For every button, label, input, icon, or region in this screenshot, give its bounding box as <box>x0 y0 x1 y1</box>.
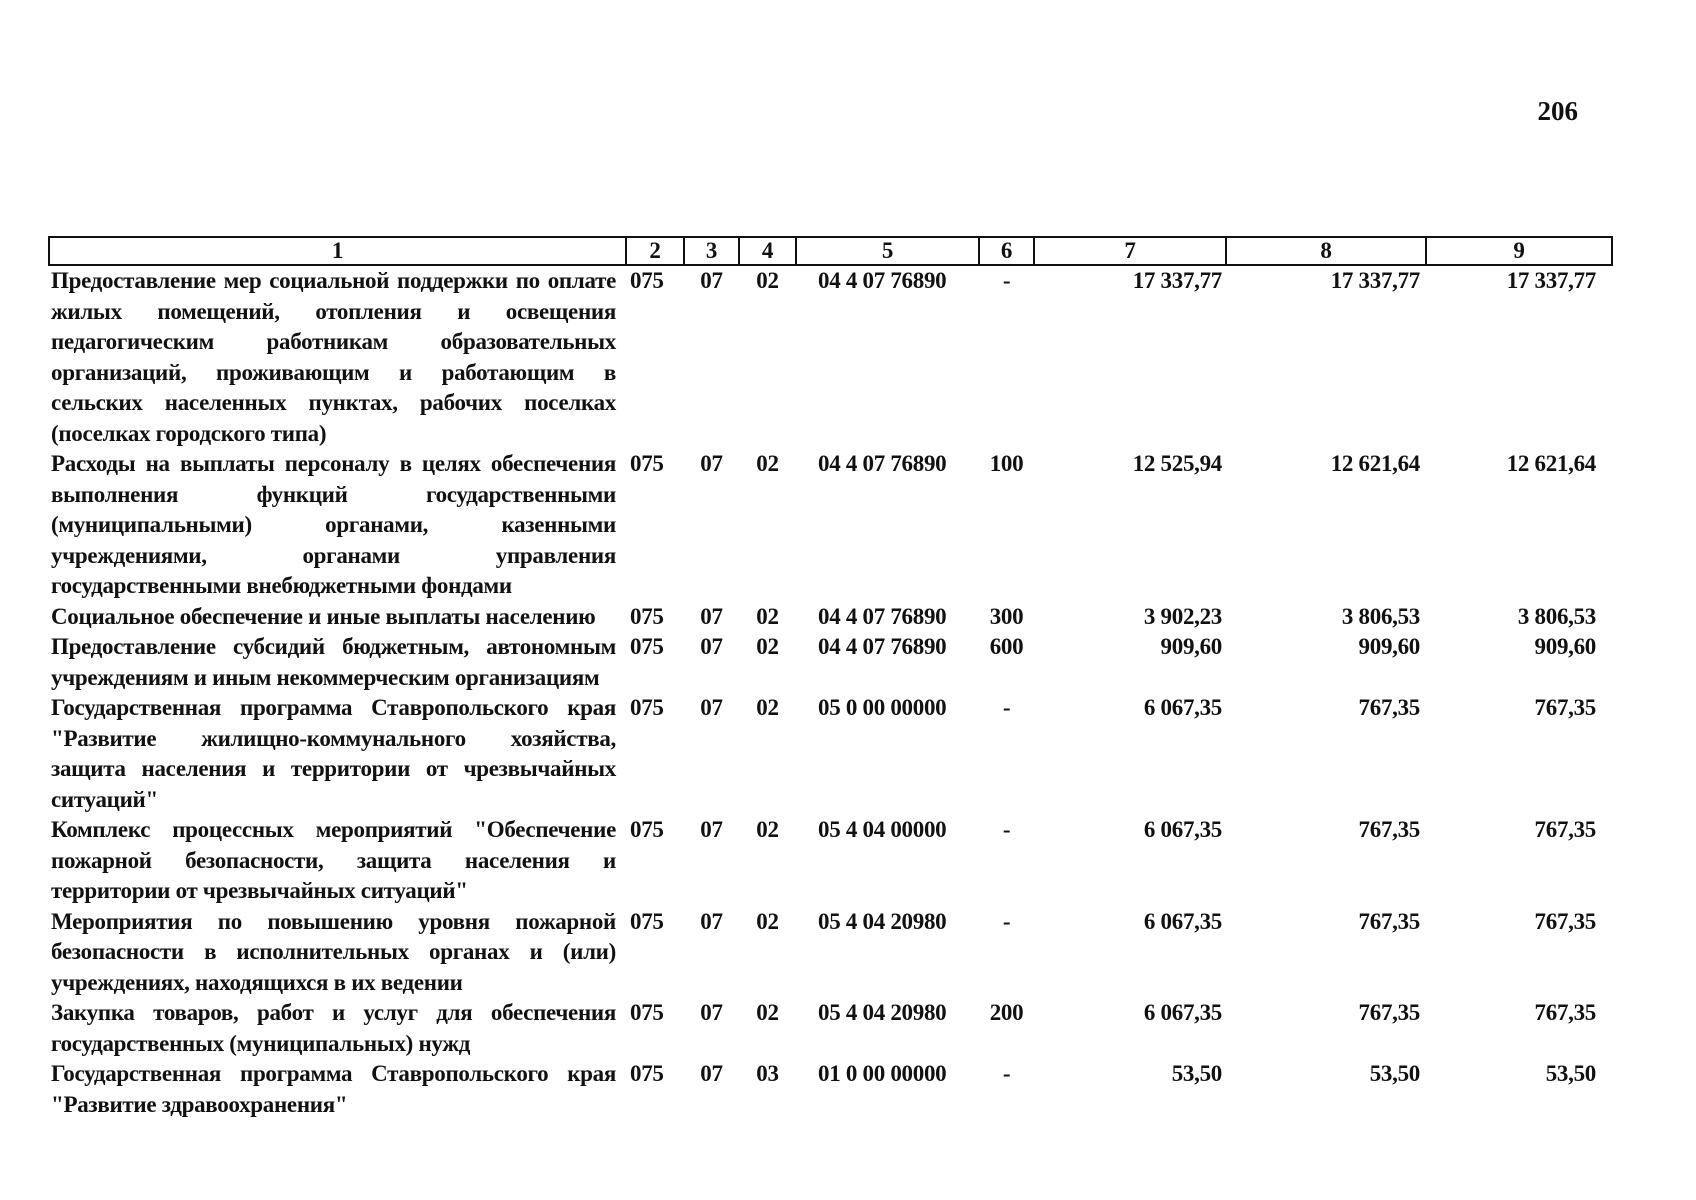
target-article-code: 04 4 07 76890 <box>818 634 947 659</box>
row-description: Государственная программа Ставропольского края "Развитие здравоохранения" <box>51 1061 616 1117</box>
table-row <box>49 265 1612 449</box>
header-row <box>49 237 1612 265</box>
amount-col-7: 12 525,94 <box>1132 451 1222 476</box>
amount-col-9: 53,50 <box>1545 1061 1596 1086</box>
expense-type-code: 300 <box>989 603 1024 629</box>
table-row <box>49 693 1612 815</box>
ministry-code: 075 <box>630 817 664 842</box>
expense-type-code: 100 <box>989 451 1024 476</box>
section-code: 07 <box>700 268 723 293</box>
amount-col-8: 909,60 <box>1358 634 1420 659</box>
row-description: Государственная программа Ставропольского края "Развитие жилищно-коммунального хозяйства, защита населения и территории от чрезвычайных ситуаций" <box>51 695 616 812</box>
amount-col-7: 6 067,35 <box>1143 1000 1222 1025</box>
amount-col-8: 53,50 <box>1369 1061 1420 1086</box>
subsection-code: 02 <box>756 817 779 842</box>
header-col-1: 1 <box>49 237 626 265</box>
section-code: 07 <box>700 1061 723 1086</box>
row-description: Предоставление субсидий бюджетным, автономным учреждениям и иным некоммерческим организациям <box>51 634 616 690</box>
table-row <box>49 815 1612 907</box>
section-code: 07 <box>700 451 723 476</box>
subsection-code: 02 <box>756 1000 779 1025</box>
table-row <box>49 602 1612 633</box>
row-description: Закупка товаров, работ и услуг для обеспечения государственных (муниципальных) нужд <box>51 1000 616 1056</box>
amount-col-9: 767,35 <box>1534 908 1596 934</box>
target-article-code: 05 0 00 00000 <box>818 695 947 720</box>
expense-type-code: - <box>1002 908 1011 934</box>
table-header <box>49 237 1612 265</box>
row-description: Социальное обеспечение и иные выплаты населению <box>51 603 596 629</box>
ministry-code: 075 <box>630 603 664 629</box>
expense-type-code: - <box>1002 1061 1011 1086</box>
target-article-code: 04 4 07 76890 <box>818 451 947 476</box>
section-code: 07 <box>700 1000 723 1025</box>
amount-col-7: 6 067,35 <box>1143 695 1222 720</box>
page-number: 206 <box>1537 96 1578 126</box>
section-code: 07 <box>700 695 723 720</box>
target-article-code: 01 0 00 00000 <box>818 1061 947 1086</box>
section-code: 07 <box>700 603 723 629</box>
amount-col-9: 3 806,53 <box>1517 603 1596 629</box>
row-description: Комплекс процессных мероприятий "Обеспечение пожарной безопасности, защита населения и территории от чрезвычайных ситуаций" <box>51 817 616 903</box>
amount-col-9: 767,35 <box>1534 817 1596 842</box>
amount-col-7: 6 067,35 <box>1143 817 1222 842</box>
expense-type-code: - <box>1002 695 1011 720</box>
header-col-3: 3 <box>684 237 739 265</box>
table-row <box>49 632 1612 693</box>
target-article-code: 05 4 04 20980 <box>818 908 947 934</box>
row-description: Расходы на выплаты персоналу в целях обеспечения выполнения функций государственными (муниципальными) органами, казенными учреждениями, органами управления государственными внебюджетными фондами <box>51 451 616 598</box>
subsection-code: 02 <box>756 451 779 476</box>
ministry-code: 075 <box>630 634 664 659</box>
ministry-code: 075 <box>630 268 664 293</box>
table-row <box>49 1059 1612 1120</box>
amount-col-9: 767,35 <box>1534 695 1596 720</box>
ministry-code: 075 <box>630 908 664 934</box>
section-code: 07 <box>700 817 723 842</box>
subsection-code: 02 <box>756 268 779 293</box>
target-article-code: 04 4 07 76890 <box>818 603 947 629</box>
amount-col-8: 767,35 <box>1358 1000 1420 1025</box>
ministry-code: 075 <box>630 695 664 720</box>
row-description: Мероприятия по повышению уровня пожарной безопасности в исполнительных органах и (или) учреждениях, находящихся в их ведении <box>51 908 616 995</box>
ministry-code: 075 <box>630 1061 664 1086</box>
subsection-code: 03 <box>756 1061 779 1086</box>
amount-col-7: 6 067,35 <box>1143 908 1222 934</box>
amount-col-8: 767,35 <box>1358 817 1420 842</box>
table-row <box>49 998 1612 1059</box>
target-article-code: 04 4 07 76890 <box>818 268 947 293</box>
amount-col-7: 53,50 <box>1171 1061 1222 1086</box>
subsection-code: 02 <box>756 695 779 720</box>
expense-type-code: - <box>1002 268 1011 293</box>
ministry-code: 075 <box>630 451 664 476</box>
target-article-code: 05 4 04 20980 <box>818 1000 947 1025</box>
amount-col-8: 12 621,64 <box>1330 451 1420 476</box>
header-col-2: 2 <box>626 237 684 265</box>
subsection-code: 02 <box>756 908 779 934</box>
amount-col-8: 767,35 <box>1358 695 1420 720</box>
header-col-9: 9 <box>1426 237 1612 265</box>
amount-col-8: 17 337,77 <box>1330 268 1420 293</box>
amount-col-9: 767,35 <box>1534 1000 1596 1025</box>
section-code: 07 <box>700 634 723 659</box>
subsection-code: 02 <box>756 603 779 629</box>
table-row <box>49 907 1612 999</box>
amount-col-7: 17 337,77 <box>1132 268 1222 293</box>
subsection-code: 02 <box>756 634 779 659</box>
target-article-code: 05 4 04 00000 <box>818 817 947 842</box>
table-row <box>49 449 1612 602</box>
row-description: Предоставление мер социальной поддержки по оплате жилых помещений, отопления и освещения педагогическим работникам образовательных организаций, проживающим и работающим в сельских населенных пунктах, рабочих поселках (поселках городского типа) <box>51 268 616 446</box>
amount-col-7: 909,60 <box>1160 634 1222 659</box>
amount-col-8: 767,35 <box>1358 908 1420 934</box>
header-col-7: 7 <box>1034 237 1226 265</box>
amount-col-8: 3 806,53 <box>1341 603 1420 629</box>
budget-table <box>48 236 1613 1120</box>
header-col-5: 5 <box>796 237 979 265</box>
header-col-8: 8 <box>1226 237 1426 265</box>
amount-col-7: 3 902,23 <box>1143 603 1222 629</box>
table-body <box>49 265 1612 1120</box>
header-col-4: 4 <box>739 237 796 265</box>
amount-col-9: 909,60 <box>1534 634 1596 659</box>
section-code: 07 <box>700 908 723 934</box>
amount-col-9: 17 337,77 <box>1506 268 1596 293</box>
expense-type-code: - <box>1002 817 1011 842</box>
header-col-6: 6 <box>979 237 1034 265</box>
amount-col-9: 12 621,64 <box>1506 451 1596 476</box>
ministry-code: 075 <box>630 1000 664 1025</box>
expense-type-code: 200 <box>989 1000 1024 1025</box>
expense-type-code: 600 <box>989 634 1024 659</box>
